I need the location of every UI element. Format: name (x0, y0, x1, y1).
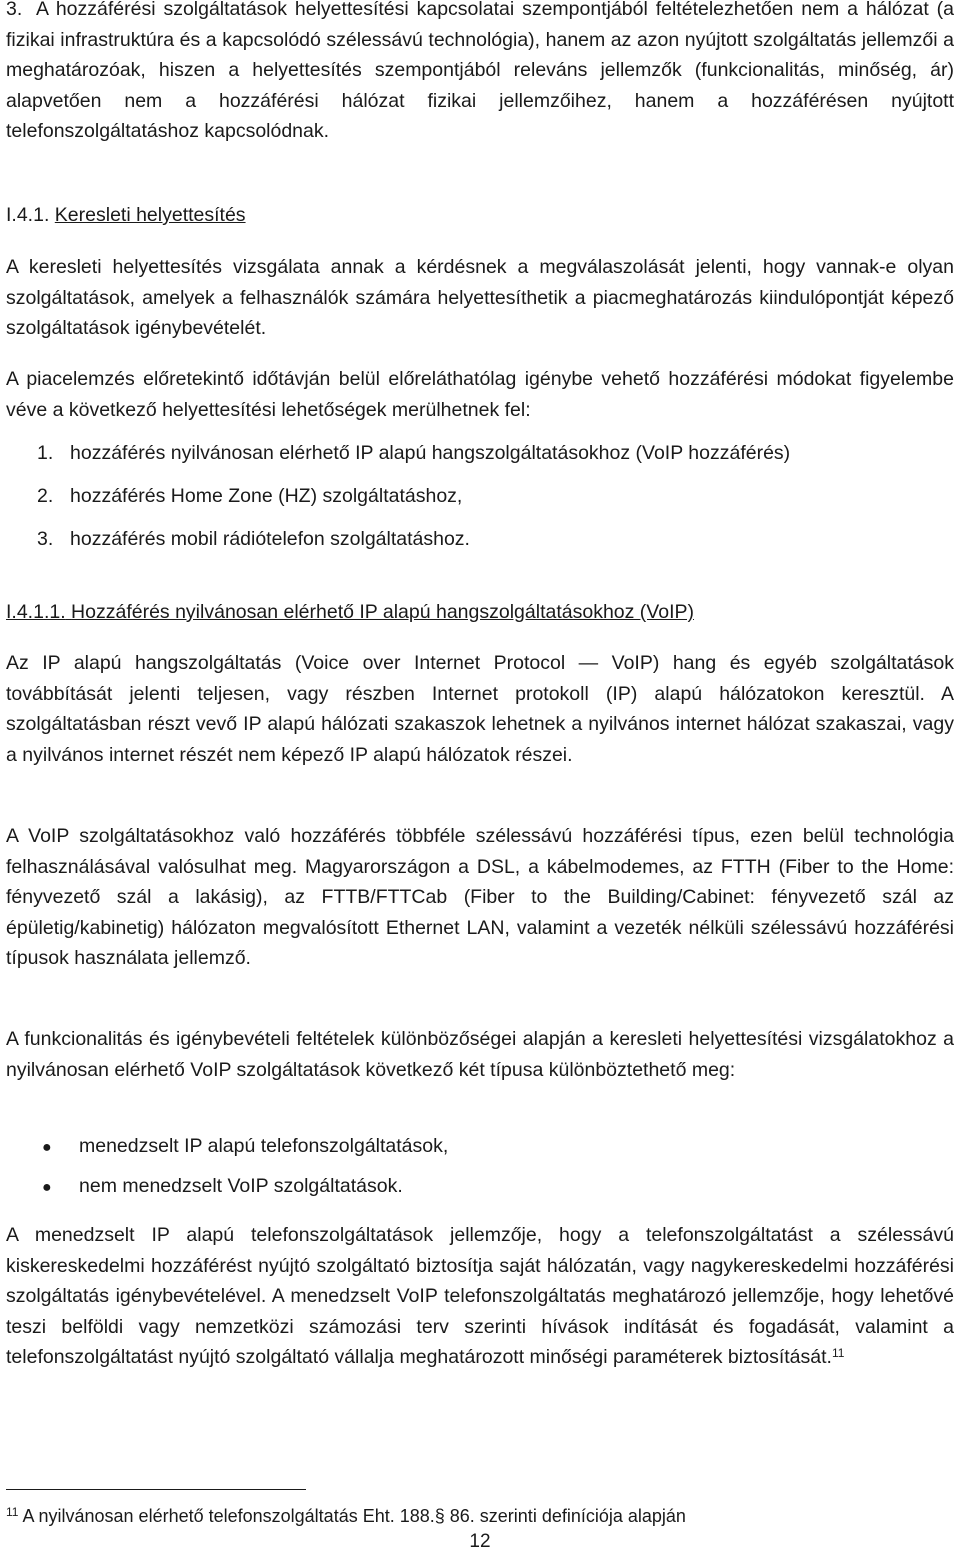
bullet-item (42, 1171, 403, 1203)
subsection-number: I.4.1.1. (6, 601, 66, 623)
list-item (37, 524, 470, 554)
subsection-paragraph-1: Az IP alapú hangszolgáltatás (Voice over Internet Protocol ― VoIP) hang és egyéb szolgáltatások továbbítását jelenti teljesen, vagy részben Internet protokoll (IP) alapú hálózatokon keresztül. A szolgáltatásban részt vevő IP alapú hálózati szakaszok lehetnek a nyilvános internet hálózat szakaszai, vagy a nyilvános internet részét nem képező IP alapú hálózatok részei. (6, 652, 954, 766)
subsection-title: Hozzáférés nyilvánosan elérhető IP alapú hangszolgáltatásokhoz (VoIP) (71, 601, 694, 623)
bullet-dot-icon: ● (42, 1139, 52, 1156)
footnote-number: 11 (6, 1505, 19, 1519)
section-paragraph-1: A keresleti helyettesítés vizsgálata annak a kérdésnek a megválaszolását jelenti, hogy vannak-e olyan szolgáltatások, amelyek a felhasználók számára helyettesíthetik a piacmeghatározás kiindulópontját képező szolgáltatások igénybevételét. (6, 256, 954, 339)
bullet-dot-icon: ● (42, 1179, 52, 1196)
section-heading (6, 200, 954, 231)
footnote-separator (6, 1489, 306, 1490)
section-number: I.4.1. (6, 204, 50, 226)
list-item (37, 438, 790, 468)
paragraph-text: A menedzselt IP alapú telefonszolgáltatások jellemzője, hogy a telefonszolgáltatást a szélessávú kiskereskedelmi hozzáférést nyújtó szolgáltató biztosítja saját hálózatán, vagy nagykereskedelmi hozzáférési szolgáltatás igénybevételével. A menedzselt VoIP telefonszolgáltatás meghatározó jellemzője, hogy lehetővé teszi belföldi vagy nemzetközi számozási terv szerinti hívások indítását és fogadását, valamint a telefonszolgáltatást nyújtó szolgáltató vállalja meghatározott minőségi paraméterek biztosítását. (6, 1224, 954, 1368)
subsection-heading (6, 597, 694, 627)
bullet-item (42, 1131, 448, 1163)
footnote (6, 1503, 686, 1529)
page-number: 12 (469, 1531, 491, 1552)
list-item-number: 2. (37, 485, 54, 507)
subsection-paragraph-2: A VoIP szolgáltatásokhoz való hozzáférés többféle szélessávú hozzáférési típus, ezen belül technológia felhasználásával valósulhat meg. Magyarországon a DSL, a kábelmodemes, az FTTH (Fiber to the Home: fényvezető szál a lakásig), az FTTB/FTTCab (Fiber to the Building/Cabinet: fényvezető szál az épületig/kabinetig) hálózaton megvalósított Ethernet LAN, valamint a vezeték nélküli szélessávú hozzáférési típusok használata jellemző. (6, 825, 954, 969)
list-item-number: 3. (37, 528, 54, 550)
subsection-paragraph-4 (6, 1220, 954, 1373)
item-text: A hozzáférési szolgáltatások helyettesítési kapcsolatai szempontjából feltételezhetően nem a hálózat (a fizikai infrastruktúra és a kapcsolódó szélessávú technológia), hanem az azon nyújtott szolgáltatás jellemzői a meghatározóak, hiszen a helyettesítés szempontjából releváns jellemzők (funkcionalitás, minőség, ár) alapvetően nem a hozzáférési hálózat fizikai jellemzőihez, hanem a hozzáférésen nyújtott telefonszolgáltatáshoz kapcsolódnak. (6, 0, 954, 142)
footnote-text: A nyilvánosan elérhető telefonszolgáltatás Eht. 188.§ 86. szerinti definíciója alapján (22, 1506, 686, 1526)
list-item-text: hozzáférés mobil rádiótelefon szolgáltatáshoz. (70, 528, 470, 550)
subsection-paragraph-3: A funkcionalitás és igénybevételi feltételek különbözőségei alapján a keresleti helyettesítési vizsgálatokhoz a nyilvánosan elérhető VoIP szolgáltatások következő két típusa különböztethető meg: (6, 1028, 954, 1081)
bullet-text: menedzselt IP alapú telefonszolgáltatások, (79, 1135, 449, 1157)
numbered-paragraph-3 (6, 0, 954, 147)
list-item-text: hozzáférés Home Zone (HZ) szolgáltatáshoz, (70, 485, 463, 507)
section-title: Keresleti helyettesítés (54, 204, 246, 226)
list-item-text: hozzáférés nyilvánosan elérhető IP alapú hangszolgáltatásokhoz (VoIP hozzáférés) (70, 442, 791, 464)
list-item (37, 481, 462, 511)
section-paragraph-2: A piacelemzés előretekintő időtávján belül előreláthatólag igénybe vehető hozzáférési módokat figyelembe véve a következő helyettesítési lehetőségek merülhetnek fel: (6, 368, 954, 421)
item-number: 3. (6, 0, 23, 20)
bullet-text: nem menedzselt VoIP szolgáltatások. (79, 1175, 403, 1197)
footnote-reference[interactable]: 11 (831, 1346, 845, 1360)
list-item-number: 1. (37, 442, 54, 464)
